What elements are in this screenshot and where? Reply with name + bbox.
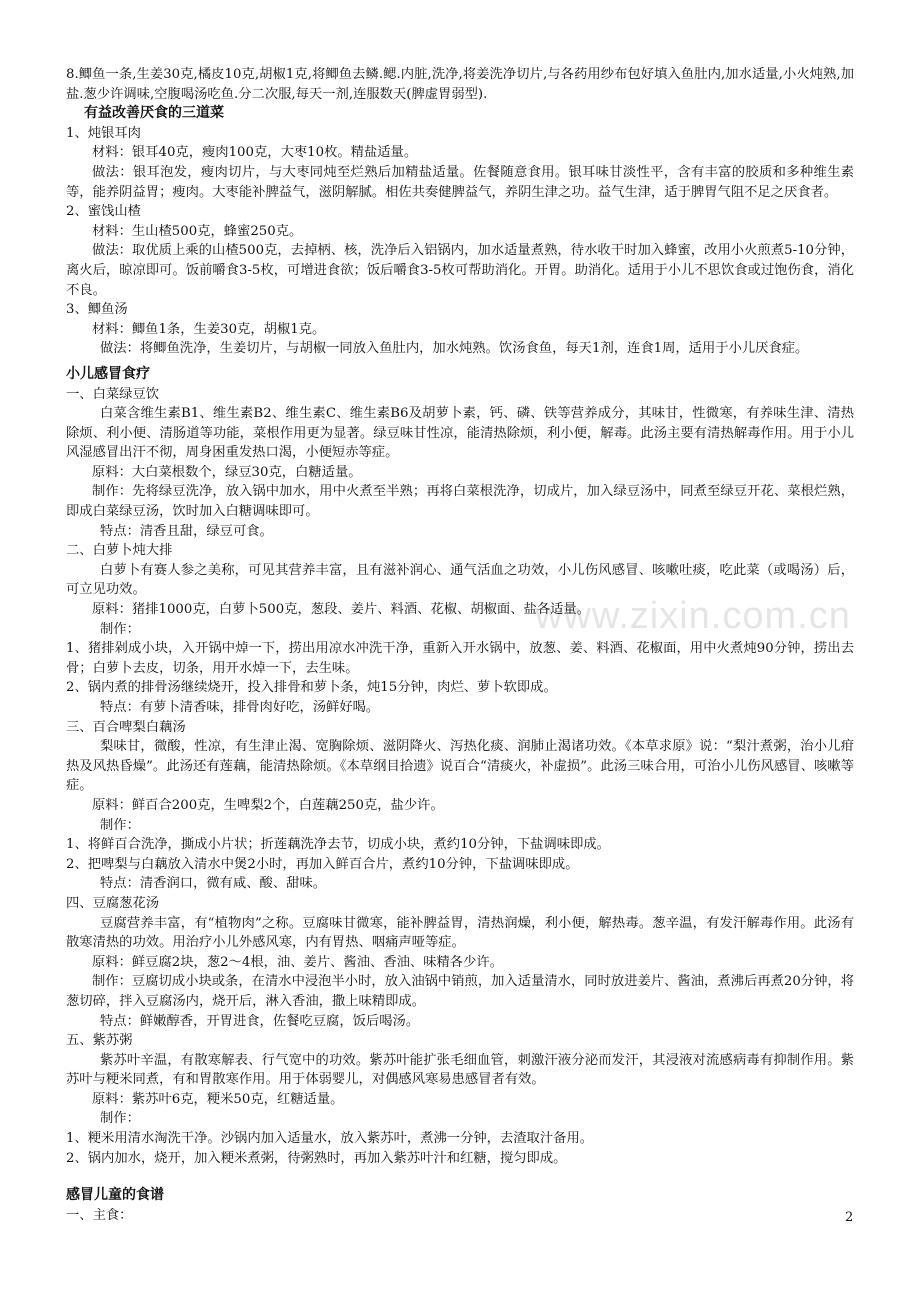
recipe-title: 五、紫苏粥	[66, 1033, 133, 1049]
ingredients: 原料：鲜百合200克，生啤梨2个，白莲藕250克，盐少许。	[92, 797, 444, 813]
ingredients: 原料：猪排1000克，白萝卜500克，葱段、姜片、料酒、花椒、胡椒面、盐各适量。	[92, 602, 591, 618]
ingredients: 原料：大白菜根数个，绿豆30克，白糖适量。	[92, 464, 362, 480]
page-number: 2	[845, 1210, 854, 1225]
ingredients: 材料：银耳40克，瘦肉100克，大枣10枚。精盐适量。	[92, 145, 418, 161]
paragraph: 8.鲫鱼一条,生姜30克,橘皮10克,胡椒1克,将鲫鱼去鳞.鳃.内脏,洗净,将姜洗净切片,与各药用纱布包好填入鱼肚内,加水适量,小火炖熟,加盐.葱少许调味,空腹喝汤吃鱼.分二次服,每天一剂,连服数天(脾虚胃弱型).	[66, 67, 854, 102]
document-body	[66, 65, 854, 1225]
description: 紫苏叶辛温，有散寒解表、行气宽中的功效。紫苏叶能扩张毛细血管，刺激汗液分泌而发汗，其浸液对流感病毒有抑制作用。紫苏叶与粳米同煮，有和胃散寒作用。用于体弱婴儿，对偶感风寒易患感冒者有效。	[66, 1052, 854, 1088]
recipe-title: 四、豆腐葱花汤	[66, 895, 160, 911]
method-step: 2、把啤梨与白藕放入清水中煲2小时，再加入鲜百合片，煮约10分钟，下盐调味即成。	[66, 856, 579, 872]
method: 做法：银耳泡发，瘦肉切片，与大枣同炖至烂熟后加精盐适量。佐餐随意食用。银耳味甘淡性平，含有丰富的胶质和多种维生素等，能养阴益胃；瘦肉。大枣能补脾益气，滋阴解腻。相佐共奏健脾益气，养阴生津之功。益气生津，适于脾胃气阻不足之厌食者。	[66, 164, 854, 200]
subsection-title: 一、主食：	[66, 1207, 133, 1223]
recipe-title: 3、鲫鱼汤	[66, 302, 128, 318]
features: 特点：鲜嫩醇香，开胃进食，佐餐吃豆腐，饭后喝汤。	[100, 1013, 420, 1029]
features: 特点：清香润口，微有咸、酸、甜味。	[100, 876, 327, 892]
watermark: www.zixin.com.cn	[535, 595, 851, 637]
method-step: 2、锅内煮的排骨汤继续烧开，投入排骨和萝卜条，炖15分钟，肉烂、萝卜软即成。	[66, 680, 557, 696]
method-step: 1、将鲜百合洗净，撕成小片状；折莲藕洗净去节，切成小块，煮约10分钟，下盐调味即成。	[66, 837, 610, 853]
recipe-title: 二、白萝卜炖大排	[66, 543, 173, 559]
method-label: 制作：	[100, 1111, 140, 1127]
method-step: 1、猪排剁成小块，入开锅中焯一下，捞出用凉水冲洗干净，重新入开水锅中，放葱、姜、料酒、花椒面，用中火煮炖90分钟，捞出去骨；白萝卜去皮，切条，用开水焯一下，去生味。	[66, 641, 854, 676]
method-step: 1、粳米用清水淘洗干净。沙锅内加入适量水，放入紫苏叶，煮沸一分钟，去渣取汁备用。	[66, 1131, 594, 1147]
spacer	[66, 1168, 854, 1186]
method-label: 制作：	[100, 621, 140, 637]
method-step: 2、锅内加水，烧开，加入粳米煮粥，待粥熟时，再加入紫苏叶汁和红糖，搅匀即成。	[66, 1150, 567, 1166]
method: 做法：取优质上乘的山楂500克，去掉柄、核，洗净后入铝锅内，加水适量煮熟，待水收干时加入蜂蜜，改用小火煎煮5-10分钟，离火后，晾凉即可。饭前嚼食3-5枚，可增进食欲；饭后嚼食3-5枚可帮助消化。开胃。助消化。适用于小儿不思饮食或过饱伤食，消化不良。	[66, 243, 854, 298]
method: 制作：豆腐切成小块或条，在清水中浸泡半小时，放入油锅中销煎，加入适量清水，同时放进姜片、酱油，煮沸后再煮20分钟，将葱切碎，拌入豆腐汤内，烧开后，淋入香油，撒上味精即成。	[66, 974, 854, 1009]
features: 特点：清香且甜，绿豆可食。	[100, 523, 273, 539]
recipe-title: 一、白菜绿豆饮	[66, 386, 160, 402]
method-label: 制作：	[100, 817, 140, 833]
features: 特点：有萝卜清香味，排骨肉好吃，汤鲜好喝。	[100, 700, 380, 715]
method: 制作：先将绿豆洗净，放入锅中加水，用中火煮至半熟；再将白菜根洗净，切成片，加入绿豆汤中，同煮至绿豆开花、菜根烂熟，即成白菜绿豆汤，饮时加入白糖调味即可。	[66, 484, 854, 520]
section-heading: 有益改善厌食的三道菜	[84, 105, 224, 122]
description: 白萝卜有赛人参之美称，可见其营养丰富，且有滋补润心、通气活血之功效，小儿伤风感冒、咳嗽吐痰，吃此菜（或喝汤）后，可立见功效。	[66, 562, 854, 598]
section-heading: 感冒儿童的食谱	[66, 1187, 164, 1204]
ingredients: 原料：紫苏叶6克，粳米50克，红糖适量。	[92, 1091, 344, 1107]
ingredients: 原料：鲜豆腐2块，葱2～4根，油、姜片、酱油、香油、味精各少许。	[92, 954, 503, 970]
method: 做法：将鲫鱼洗净，生姜切片，与胡椒一同放入鱼肚内，加水炖熟。饮汤食鱼，每天1剂，连食1周，适用于小儿厌食症。	[100, 341, 809, 357]
recipe-title: 1、炖银耳肉	[66, 125, 141, 141]
ingredients: 材料：生山楂500克，蜂蜜250克。	[92, 223, 303, 239]
description: 豆腐营养丰富，有“植物肉”之称。豆腐味甘微寒，能补脾益胃，清热润燥，利小便，解热毒。葱辛温，有发汗解毒作用。此汤有散寒清热的功效。用治疗小儿外感风寒，内有胃热、咽痛声哑等症。	[66, 915, 854, 951]
ingredients: 材料：鲫鱼1条，生姜30克，胡椒1克。	[92, 321, 326, 337]
section-heading: 小儿感冒食疗	[66, 365, 150, 382]
recipe-title: 2、蜜饯山楂	[66, 204, 141, 220]
description: 白菜含维生素B1、维生素B2、维生素C、维生素B6及胡萝卜素，钙、磷、铁等营养成分，其味甘，性微寒，有养味生津、清热除烦、利小便、清肠道等功能，菜根作用更为显著。绿豆味甘性凉，能清热除烦，利小便，解毒。此汤主要有清热解毒作用。用于小儿风湿感冒出汗不彻，周身困重发热口渴，小便短赤等症。	[66, 406, 854, 461]
recipe-title: 三、百合啤梨白藕汤	[66, 719, 186, 735]
description: 梨味甘，微酸，性凉，有生津止渴、宽胸除烦、滋阴降火、泻热化痰、润肺止渴诸功效。《本草求原》说：“梨汁煮粥，治小儿疳热及风热昏燥”。此汤还有莲藕，能清热除烦。《本草纲目拾遗》说百合“清痰火，补虚损”。此汤三味合用，可治小儿伤风感冒、咳嗽等症。	[66, 739, 854, 794]
